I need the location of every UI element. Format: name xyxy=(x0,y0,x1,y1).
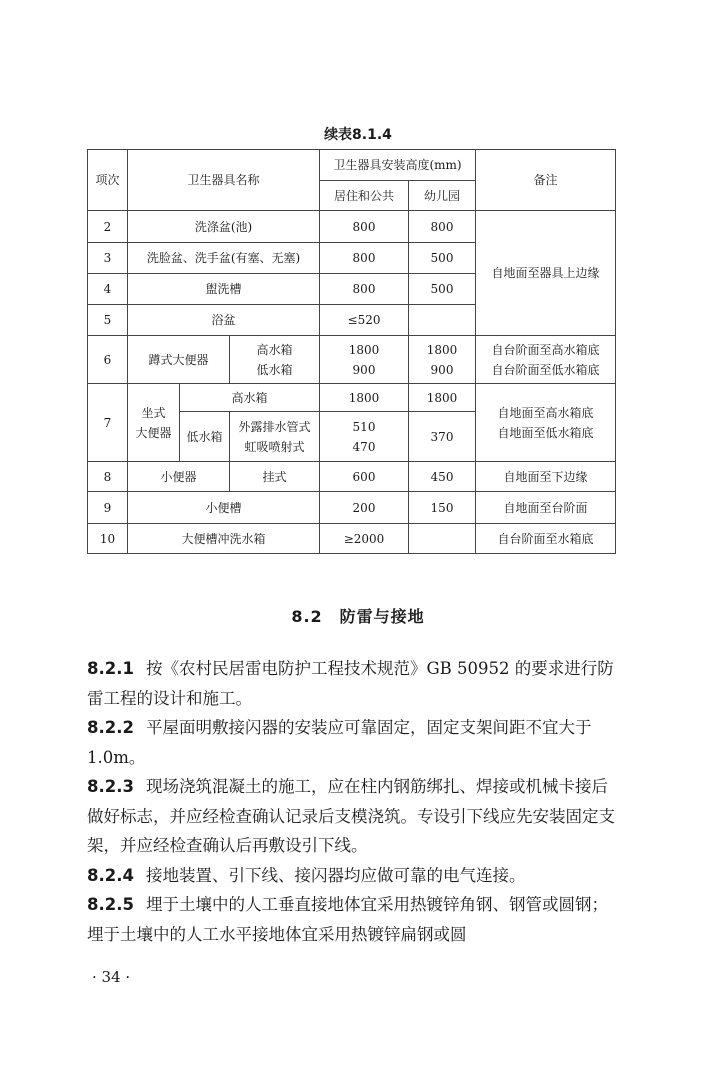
table-row xyxy=(88,384,616,412)
header-residential: 居住和公共 xyxy=(320,181,409,211)
row-index: 2 xyxy=(88,211,128,243)
fixture-name: 盥洗槽 xyxy=(128,274,320,305)
fixture-name: 洗脸盆、洗手盆(有塞、无塞) xyxy=(128,243,320,274)
clause-number: 8.2.2 xyxy=(87,718,134,737)
clause-text: 现场浇筑混凝土的施工，应在柱内钢筋绑扎、焊接或机械卡接后做好标志，并应经检查确认记录后支模浇筑。专设引下线应先安装固定支架，并应经检查确认后再敷设引下线。 xyxy=(87,777,615,855)
height-kindergarten: 500 xyxy=(409,274,476,305)
header-name: 卫生器具名称 xyxy=(128,150,320,211)
table-row xyxy=(88,211,616,243)
subtype-low-tank: 低水箱 xyxy=(180,412,230,462)
height-kindergarten: 370 xyxy=(409,412,476,462)
table-row xyxy=(88,492,616,524)
clause-text: 接地装置、引下线、接闪器均应做可靠的电气连接。 xyxy=(145,865,526,885)
subtype-high-tank: 高水箱 xyxy=(256,342,293,357)
fixture-name: 洗涤盆(池) xyxy=(128,211,320,243)
height-residential: 800 xyxy=(320,211,409,243)
row-index: 3 xyxy=(88,243,128,274)
note-low: 自台阶面至低水箱底 xyxy=(491,362,600,377)
clause-text: 平屋面明敷接闪器的安装应可靠固定，固定支架间距不宜大于 1.0m。 xyxy=(87,718,592,767)
height-residential: 200 xyxy=(320,492,409,524)
value-high: 1800 xyxy=(348,342,380,357)
table-row xyxy=(88,524,616,554)
height-residential xyxy=(320,412,409,462)
header-index: 项次 xyxy=(88,150,128,211)
row-index: 9 xyxy=(88,492,128,524)
table-caption: 续表8.1.4 xyxy=(324,127,392,143)
height-kindergarten: 450 xyxy=(409,462,476,492)
height-residential: ≥2000 xyxy=(320,524,409,554)
fixture-name: 小便槽 xyxy=(128,492,320,524)
height-kindergarten: 1800 xyxy=(409,384,476,412)
clause-text: 按《农村民居雷电防护工程技术规范》GB 50952 的要求进行防雷工程的设计和施工。 xyxy=(87,659,614,708)
subtype-high-tank: 高水箱 xyxy=(180,384,320,412)
clause xyxy=(87,890,617,949)
height-kindergarten xyxy=(409,336,476,384)
table-row xyxy=(88,336,616,384)
height-kindergarten xyxy=(409,305,476,336)
clause-number: 8.2.4 xyxy=(87,865,134,885)
variant-exposed-drain: 外露排水管式 xyxy=(238,419,311,434)
header-kindergarten: 幼儿园 xyxy=(409,181,476,211)
clause xyxy=(87,713,617,772)
header-height-group: 卫生器具安装高度(mm) xyxy=(320,150,476,181)
value-exposed-drain: 510 xyxy=(352,419,376,434)
height-residential xyxy=(320,336,409,384)
fixture-name: 小便器 xyxy=(128,462,230,492)
height-kindergarten: 800 xyxy=(409,211,476,243)
section-heading: 8.2 防雷与接地 xyxy=(291,607,425,626)
value-low: 900 xyxy=(352,362,376,377)
note-high: 自台阶面至高水箱底 xyxy=(491,342,600,357)
height-residential: 600 xyxy=(320,462,409,492)
row-index: 5 xyxy=(88,305,128,336)
fixture-height-table xyxy=(87,149,616,554)
height-kindergarten: 500 xyxy=(409,243,476,274)
clause xyxy=(87,772,617,861)
clause-number: 8.2.1 xyxy=(87,659,134,678)
page-number: · 34 · xyxy=(92,968,131,986)
row-index: 8 xyxy=(88,462,128,492)
row-index: 6 xyxy=(88,336,128,384)
height-residential: 800 xyxy=(320,243,409,274)
clause-number: 8.2.3 xyxy=(87,777,134,796)
row-index: 4 xyxy=(88,274,128,305)
value-low: 900 xyxy=(430,362,454,377)
height-residential: 800 xyxy=(320,274,409,305)
fixture-name xyxy=(128,384,180,462)
height-residential: 1800 xyxy=(320,384,409,412)
clause-list xyxy=(87,654,617,949)
row-note: 自地面至下边缘 xyxy=(476,462,616,492)
fixture-name: 浴盆 xyxy=(128,305,320,336)
low-tank-variants xyxy=(230,412,320,462)
row-note: 自地面至器具上边缘 xyxy=(476,211,616,336)
value-high: 1800 xyxy=(426,342,458,357)
height-residential: ≤520 xyxy=(320,305,409,336)
clause xyxy=(87,861,617,891)
variant-siphon-jet: 虹吸喷射式 xyxy=(244,439,305,454)
fixture-subtype xyxy=(230,336,320,384)
header-note: 备注 xyxy=(476,150,616,211)
note-low: 自地面至低水箱底 xyxy=(497,425,594,440)
height-kindergarten xyxy=(409,524,476,554)
row-index: 10 xyxy=(88,524,128,554)
fixture-name-line1: 坐式 xyxy=(141,405,166,420)
note-high: 自地面至高水箱底 xyxy=(497,405,594,420)
row-index: 7 xyxy=(88,384,128,462)
fixture-name: 大便槽冲洗水箱 xyxy=(128,524,320,554)
row-note xyxy=(476,336,616,384)
clause xyxy=(87,654,617,713)
row-note: 自台阶面至水箱底 xyxy=(476,524,616,554)
fixture-name: 蹲式大便器 xyxy=(128,336,230,384)
fixture-subtype: 挂式 xyxy=(230,462,320,492)
value-siphon-jet: 470 xyxy=(352,439,376,454)
clause-number: 8.2.5 xyxy=(87,895,134,914)
row-note xyxy=(476,384,616,462)
height-kindergarten: 150 xyxy=(409,492,476,524)
fixture-name-line2: 大便器 xyxy=(135,425,172,440)
clause-text: 埋于土壤中的人工垂直接地体宜采用热镀锌角钢、钢管或圆钢；埋于土壤中的人工水平接地体宜采用热镀锌扁钢或圆 xyxy=(87,895,608,944)
subtype-low-tank: 低水箱 xyxy=(256,362,293,377)
table-row xyxy=(88,462,616,492)
row-note: 自地面至台阶面 xyxy=(476,492,616,524)
